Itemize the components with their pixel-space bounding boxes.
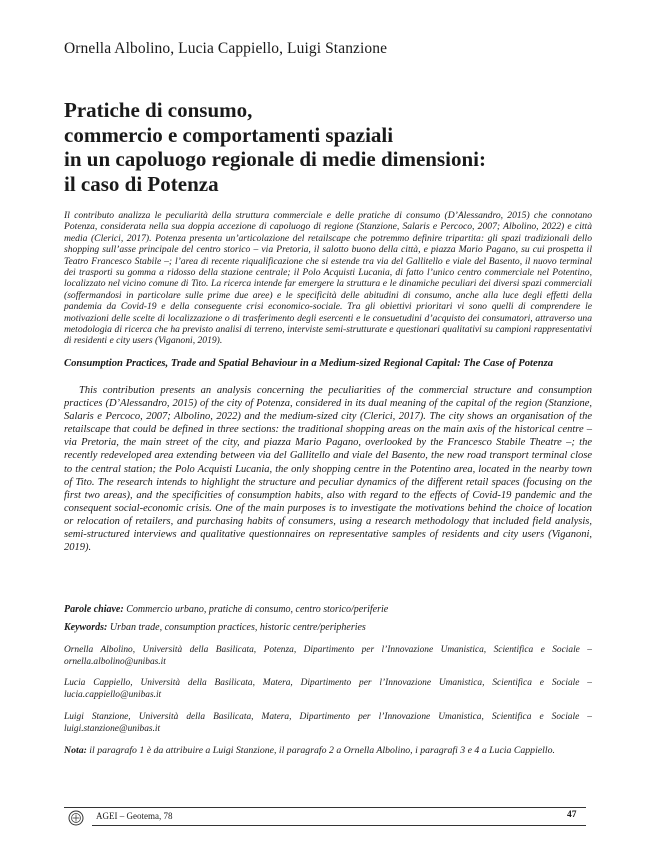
keywords-english-text: Urban trade, consumption practices, historic centre/peripheries — [107, 622, 366, 633]
title-line-2: commercio e comportamenti spaziali — [64, 122, 394, 147]
article-title — [64, 98, 604, 196]
agei-seal-icon — [66, 810, 86, 826]
authors-line: Ornella Albolino, Lucia Cappiello, Luigi Stanzione — [64, 40, 388, 57]
affiliation-albolino: Ornella Albolino, Università della Basilicata, Potenza, Dipartimento per l’Innovazione Umanistica, Scientifica e Sociale – ornella.albolino@unibas.it — [64, 645, 592, 667]
footer-rule-top — [64, 807, 586, 808]
title-line-3: in un capoluogo regionale di medie dimensioni: — [64, 147, 486, 171]
abstract-italian: Il contributo analizza le peculiarità della struttura commerciale e delle pratiche di consumo (D’Alessandro, 2015) che connotano Potenza, considerata nella sua doppia accezione di capoluogo di regione (Stanzione, Salaris e Percoco, 2007; Albolino, 2022) e città media (Clerici, 2017). Potenza presenta un’articolazione del retailscape che potremmo definire tripartita: gli spazi tradizionali dello shopping sull’asse principale del centro storico – via Pretoria, il salotto buono della città, e piazza Mario Pagano, su cui prospetta il Teatro Francesco Stabile –; l’area di recente riqualificazione che si estende tra via del Gallitello e viale del Basento, il nuovo terminal dei trasporti su gomma a ridosso della stazione centrale; il Polo Acquisti Lucania, di fatto l’unico centro commerciale nel Potentino, localizzato nel vicino comune di Tito. La ricerca intende far emergere la struttura e le dinamiche peculiari dei diversi spazi commerciali (soffermandosi in particolare sulle prime due aree) e le specificità delle abitudini di consumo, anche alla luce degli effetti della pandemia da Covid-19 e della conseguente crisi economico-sociale. Tra gli obiettivi prioritari vi sono quelli di comprendere le motivazioni delle scelte di localizzazione o di trasferimento degli esercenti e le consuetudini d’acquisto dei consumatori, attraverso una metodologia di ricerca che ha previsto analisi di terreno, interviste semi-strutturate e questionari qualitativi su campioni rappresentativi di residenti e city users (Viganoni, 2019). — [64, 210, 592, 347]
english-title: Consumption Practices, Trade and Spatial Behaviour in a Medium-sized Regional Capital: The Case of Potenza — [64, 358, 554, 369]
affiliation-stanzione: Luigi Stanzione, Università della Basilicata, Matera, Dipartimento per l’Innovazione Umanistica, Scientifica e Sociale – luigi.stanzione@unibas.it — [64, 712, 592, 734]
keywords-italian-label: Parole chiave: — [64, 604, 124, 615]
page-number: 47 — [567, 810, 577, 820]
note-label: Nota: — [64, 745, 87, 756]
title-line-4: il caso di Potenza — [64, 171, 219, 196]
affiliation-cappiello: Lucia Cappiello, Università della Basilicata, Matera, Dipartimento per l’Innovazione Umanistica, Scientifica e Sociale – lucia.cappiello@unibas.it — [64, 678, 592, 700]
title-line-1: Pratiche di consumo, — [64, 98, 253, 122]
note-text: il paragrafo 1 è da attribuire a Luigi Stanzione, il paragrafo 2 a Ornella Albolino, i paragrafi 3 e 4 a Lucia Cappiello. — [86, 745, 555, 756]
footer-journal: AGEI – Geotema, 78 — [96, 811, 173, 821]
authorship-note — [64, 745, 592, 757]
keywords-english — [64, 622, 592, 634]
keywords-italian — [64, 604, 592, 616]
keywords-english-label: Keywords: — [64, 622, 108, 633]
keywords-italian-text: Commercio urbano, pratiche di consumo, centro storico/periferie — [123, 604, 389, 615]
abstract-english: This contribution presents an analysis concerning the peculiarities of the commercial structure and consumption practices (D’Alessandro, 2015) of the city of Potenza, considered in its dual meaning of the capital of the region (Stanzione, Salaris e Percoco, 2007; Albolino, 2022) and the medium-sized city (Clerici, 2017). The city shows an organisation of the retailscape that could be defined in three sections: the traditional shopping areas on the main axis of the historical centre – via Pretoria, the main street of the city, and piazza Mario Pagano, overlooked by the Francesco Stabile Theatre –; the recently redeveloped area extending between via del Gallitello and viale del Basento, the new road transport terminal close to the central station; the Polo Acquisti Lucania, the only shopping centre in the Potentino area, located in the nearby town of Tito. The research intends to highlight the structure and peculiar dynamics of the different retail spaces (focusing on the first two areas), and the specificities of consumption habits, also with regard to the effects of Covid-19 pandemic and the consequent social-economic crisis. One of the main purposes is to investigate the motivations behind the choice of location or relocation of retailers, and purchasing habits of consumers, using a research methodology that included field analysis, semi-structured interviews and qualitative questionnaires on representative samples of residents and city users (Viganoni, 2019). — [64, 385, 592, 554]
footer-rule-bottom — [92, 825, 586, 826]
